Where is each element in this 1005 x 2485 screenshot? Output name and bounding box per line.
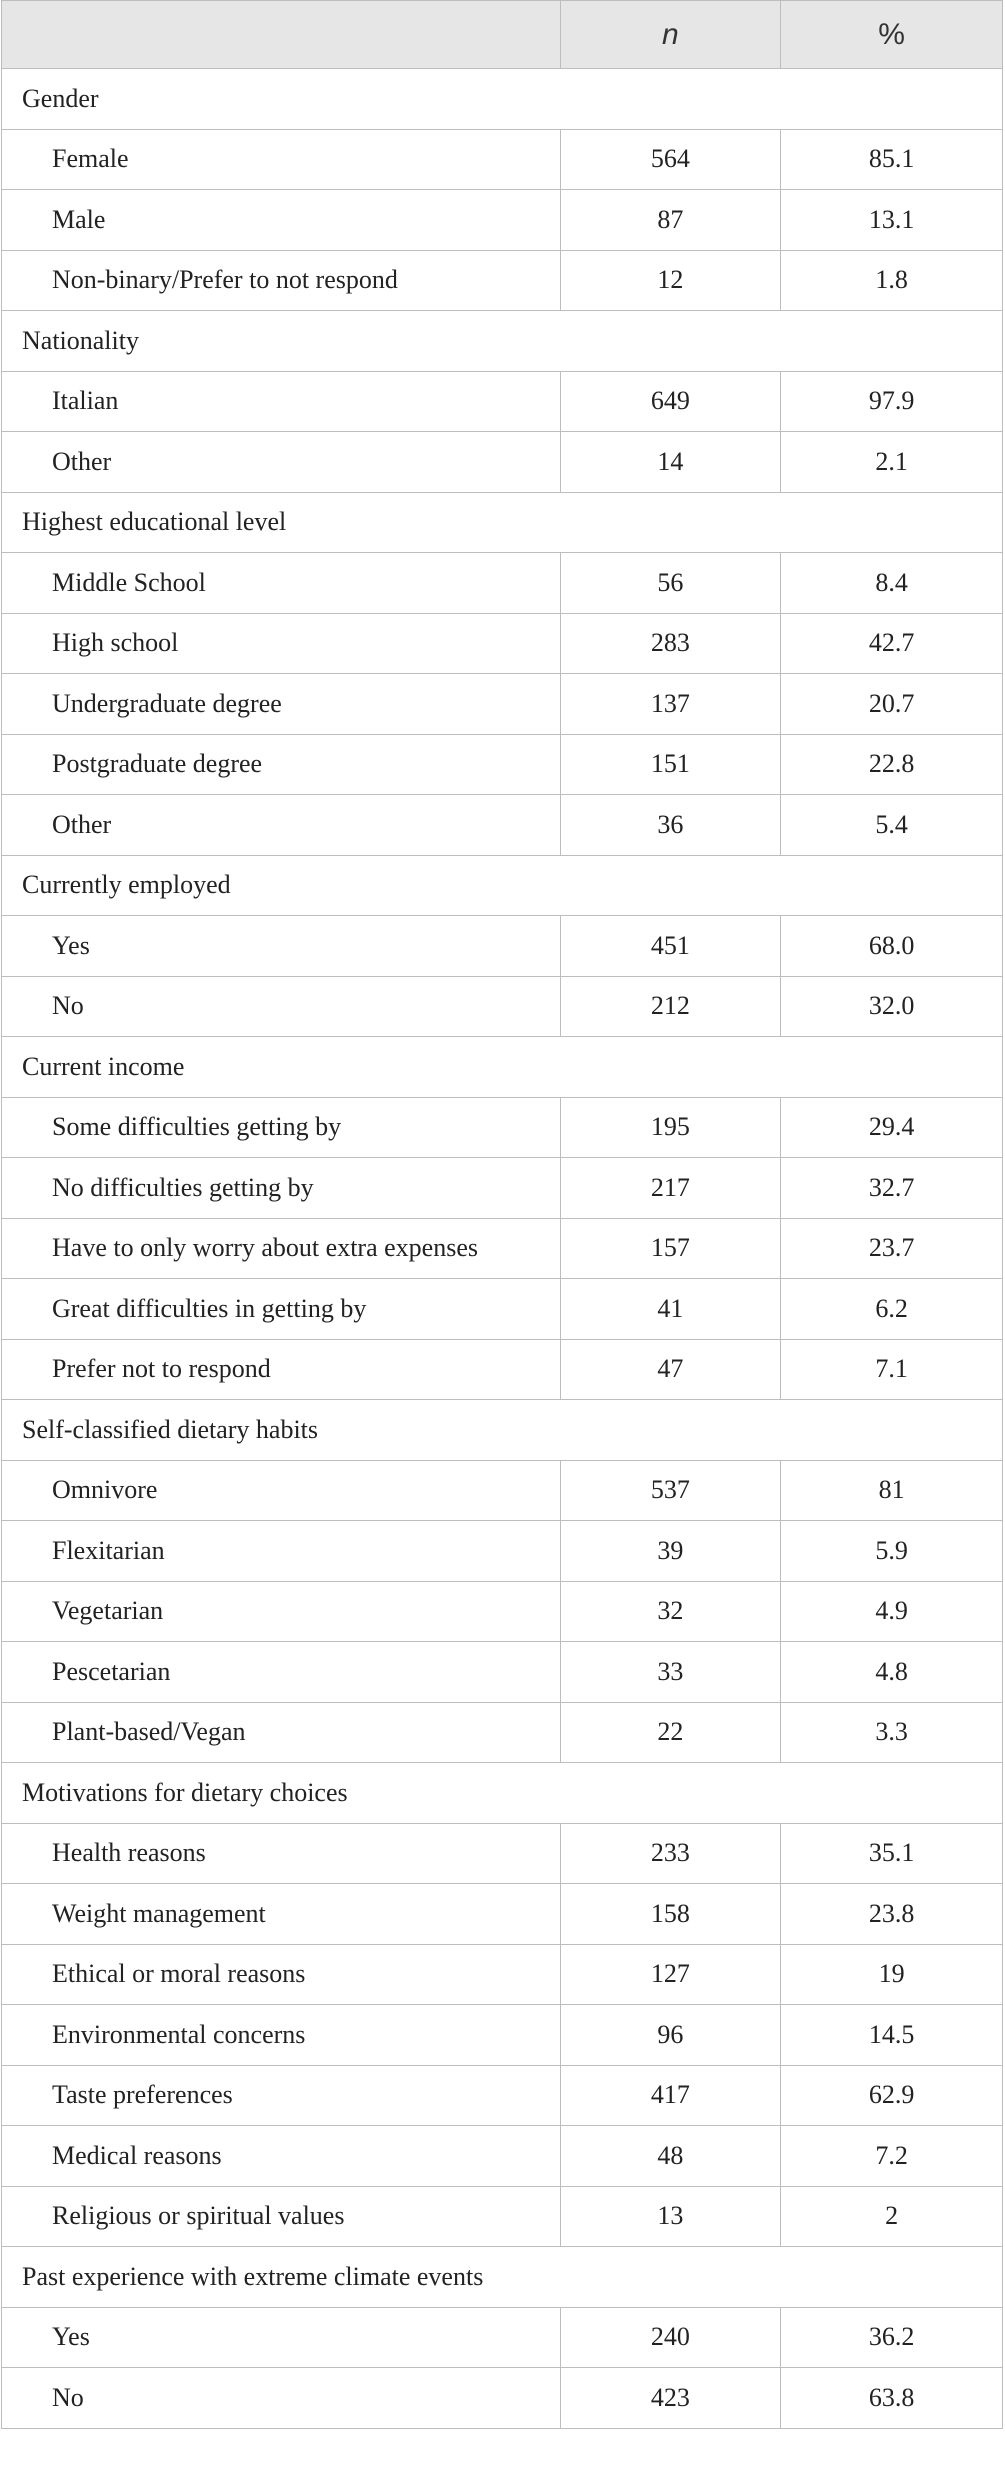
group-header-row: [2, 311, 1003, 372]
row-pct: 6.2: [781, 1279, 1003, 1340]
row-n: 96: [560, 2005, 781, 2066]
row-label: Vegetarian: [2, 1581, 561, 1642]
row-pct: 3.3: [781, 1702, 1003, 1763]
row-n: 39: [560, 1521, 781, 1582]
row-pct: 13.1: [781, 190, 1003, 251]
header-n-cell: n: [560, 1, 781, 69]
table-row: [2, 1823, 1003, 1884]
table-row: [2, 734, 1003, 795]
row-n: 13: [560, 2186, 781, 2247]
group-header-row: [2, 1037, 1003, 1098]
group-header-row: [2, 855, 1003, 916]
row-pct: 81: [781, 1460, 1003, 1521]
table-row: [2, 250, 1003, 311]
demographics-table: [1, 0, 1003, 2429]
table-row: [2, 613, 1003, 674]
row-n: 649: [560, 371, 781, 432]
table-row: [2, 129, 1003, 190]
row-label: Prefer not to respond: [2, 1339, 561, 1400]
row-pct: 23.8: [781, 1884, 1003, 1945]
row-n: 157: [560, 1218, 781, 1279]
table-row: [2, 1339, 1003, 1400]
row-n: 233: [560, 1823, 781, 1884]
row-pct: 8.4: [781, 553, 1003, 614]
row-label: Taste preferences: [2, 2065, 561, 2126]
row-label: Non-binary/Prefer to not respond: [2, 250, 561, 311]
row-label: Ethical or moral reasons: [2, 1944, 561, 2005]
table-row: [2, 1884, 1003, 1945]
table-row: [2, 674, 1003, 735]
table-row: [2, 1702, 1003, 1763]
row-label: Yes: [2, 916, 561, 977]
table-body: [2, 69, 1003, 2429]
row-label: Medical reasons: [2, 2126, 561, 2187]
row-pct: 19: [781, 1944, 1003, 2005]
group-header-row: [2, 1400, 1003, 1461]
row-label: Male: [2, 190, 561, 251]
row-label: High school: [2, 613, 561, 674]
row-pct: 29.4: [781, 1097, 1003, 1158]
row-label: Other: [2, 795, 561, 856]
group-title: Highest educational level: [2, 492, 1003, 553]
table-row: [2, 1097, 1003, 1158]
table-row: [2, 2307, 1003, 2368]
table-row: [2, 371, 1003, 432]
row-pct: 32.0: [781, 976, 1003, 1037]
table-row: [2, 1521, 1003, 1582]
row-n: 14: [560, 432, 781, 493]
table-row: [2, 553, 1003, 614]
row-label: Have to only worry about extra expenses: [2, 1218, 561, 1279]
table-row: [2, 1218, 1003, 1279]
row-n: 137: [560, 674, 781, 735]
row-label: No: [2, 2368, 561, 2429]
group-title: Nationality: [2, 311, 1003, 372]
group-header-row: [2, 1763, 1003, 1824]
group-header-row: [2, 69, 1003, 130]
row-label: Environmental concerns: [2, 2005, 561, 2066]
row-pct: 4.8: [781, 1642, 1003, 1703]
row-pct: 42.7: [781, 613, 1003, 674]
header-pct-cell: %: [781, 1, 1003, 69]
row-pct: 36.2: [781, 2307, 1003, 2368]
row-label: Italian: [2, 371, 561, 432]
row-pct: 5.4: [781, 795, 1003, 856]
row-n: 417: [560, 2065, 781, 2126]
row-n: 47: [560, 1339, 781, 1400]
row-n: 12: [560, 250, 781, 311]
group-title: Past experience with extreme climate events: [2, 2247, 1003, 2308]
row-n: 423: [560, 2368, 781, 2429]
row-label: Postgraduate degree: [2, 734, 561, 795]
row-n: 212: [560, 976, 781, 1037]
row-pct: 20.7: [781, 674, 1003, 735]
row-label: Health reasons: [2, 1823, 561, 1884]
row-pct: 5.9: [781, 1521, 1003, 1582]
row-pct: 97.9: [781, 371, 1003, 432]
group-header-row: [2, 492, 1003, 553]
group-title: Motivations for dietary choices: [2, 1763, 1003, 1824]
table-row: [2, 1460, 1003, 1521]
row-n: 33: [560, 1642, 781, 1703]
table-row: [2, 2005, 1003, 2066]
row-n: 32: [560, 1581, 781, 1642]
row-pct: 2: [781, 2186, 1003, 2247]
row-n: 283: [560, 613, 781, 674]
row-n: 451: [560, 916, 781, 977]
table-row: [2, 190, 1003, 251]
row-n: 151: [560, 734, 781, 795]
row-n: 564: [560, 129, 781, 190]
table-row: [2, 976, 1003, 1037]
table-row: [2, 1158, 1003, 1219]
row-pct: 85.1: [781, 129, 1003, 190]
group-title: Gender: [2, 69, 1003, 130]
row-label: No difficulties getting by: [2, 1158, 561, 1219]
group-title: Currently employed: [2, 855, 1003, 916]
row-pct: 62.9: [781, 2065, 1003, 2126]
row-pct: 7.1: [781, 1339, 1003, 1400]
row-label: Great difficulties in getting by: [2, 1279, 561, 1340]
group-title: Self-classified dietary habits: [2, 1400, 1003, 1461]
header-label-cell: [2, 1, 561, 69]
row-pct: 68.0: [781, 916, 1003, 977]
row-pct: 63.8: [781, 2368, 1003, 2429]
table-row: [2, 2065, 1003, 2126]
row-n: 217: [560, 1158, 781, 1219]
row-label: Middle School: [2, 553, 561, 614]
row-label: Omnivore: [2, 1460, 561, 1521]
header-row: [2, 1, 1003, 69]
row-label: Religious or spiritual values: [2, 2186, 561, 2247]
table-row: [2, 916, 1003, 977]
row-pct: 2.1: [781, 432, 1003, 493]
row-label: Weight management: [2, 1884, 561, 1945]
row-label: Female: [2, 129, 561, 190]
table-row: [2, 1279, 1003, 1340]
row-n: 48: [560, 2126, 781, 2187]
row-n: 56: [560, 553, 781, 614]
row-pct: 35.1: [781, 1823, 1003, 1884]
row-label: Undergraduate degree: [2, 674, 561, 735]
row-pct: 4.9: [781, 1581, 1003, 1642]
row-n: 87: [560, 190, 781, 251]
row-n: 537: [560, 1460, 781, 1521]
row-label: Other: [2, 432, 561, 493]
table-row: [2, 1581, 1003, 1642]
row-label: Yes: [2, 2307, 561, 2368]
row-n: 158: [560, 1884, 781, 1945]
row-n: 195: [560, 1097, 781, 1158]
row-pct: 7.2: [781, 2126, 1003, 2187]
row-n: 36: [560, 795, 781, 856]
row-label: Some difficulties getting by: [2, 1097, 561, 1158]
group-header-row: [2, 2247, 1003, 2308]
table-row: [2, 2186, 1003, 2247]
row-pct: 23.7: [781, 1218, 1003, 1279]
group-title: Current income: [2, 1037, 1003, 1098]
row-pct: 1.8: [781, 250, 1003, 311]
row-n: 41: [560, 1279, 781, 1340]
row-pct: 22.8: [781, 734, 1003, 795]
row-label: Flexitarian: [2, 1521, 561, 1582]
table-row: [2, 1642, 1003, 1703]
table-row: [2, 432, 1003, 493]
row-pct: 32.7: [781, 1158, 1003, 1219]
table-row: [2, 2368, 1003, 2429]
table-row: [2, 1944, 1003, 2005]
row-n: 240: [560, 2307, 781, 2368]
row-label: Plant-based/Vegan: [2, 1702, 561, 1763]
row-n: 22: [560, 1702, 781, 1763]
table-row: [2, 2126, 1003, 2187]
row-pct: 14.5: [781, 2005, 1003, 2066]
row-n: 127: [560, 1944, 781, 2005]
table-row: [2, 795, 1003, 856]
row-label: No: [2, 976, 561, 1037]
row-label: Pescetarian: [2, 1642, 561, 1703]
